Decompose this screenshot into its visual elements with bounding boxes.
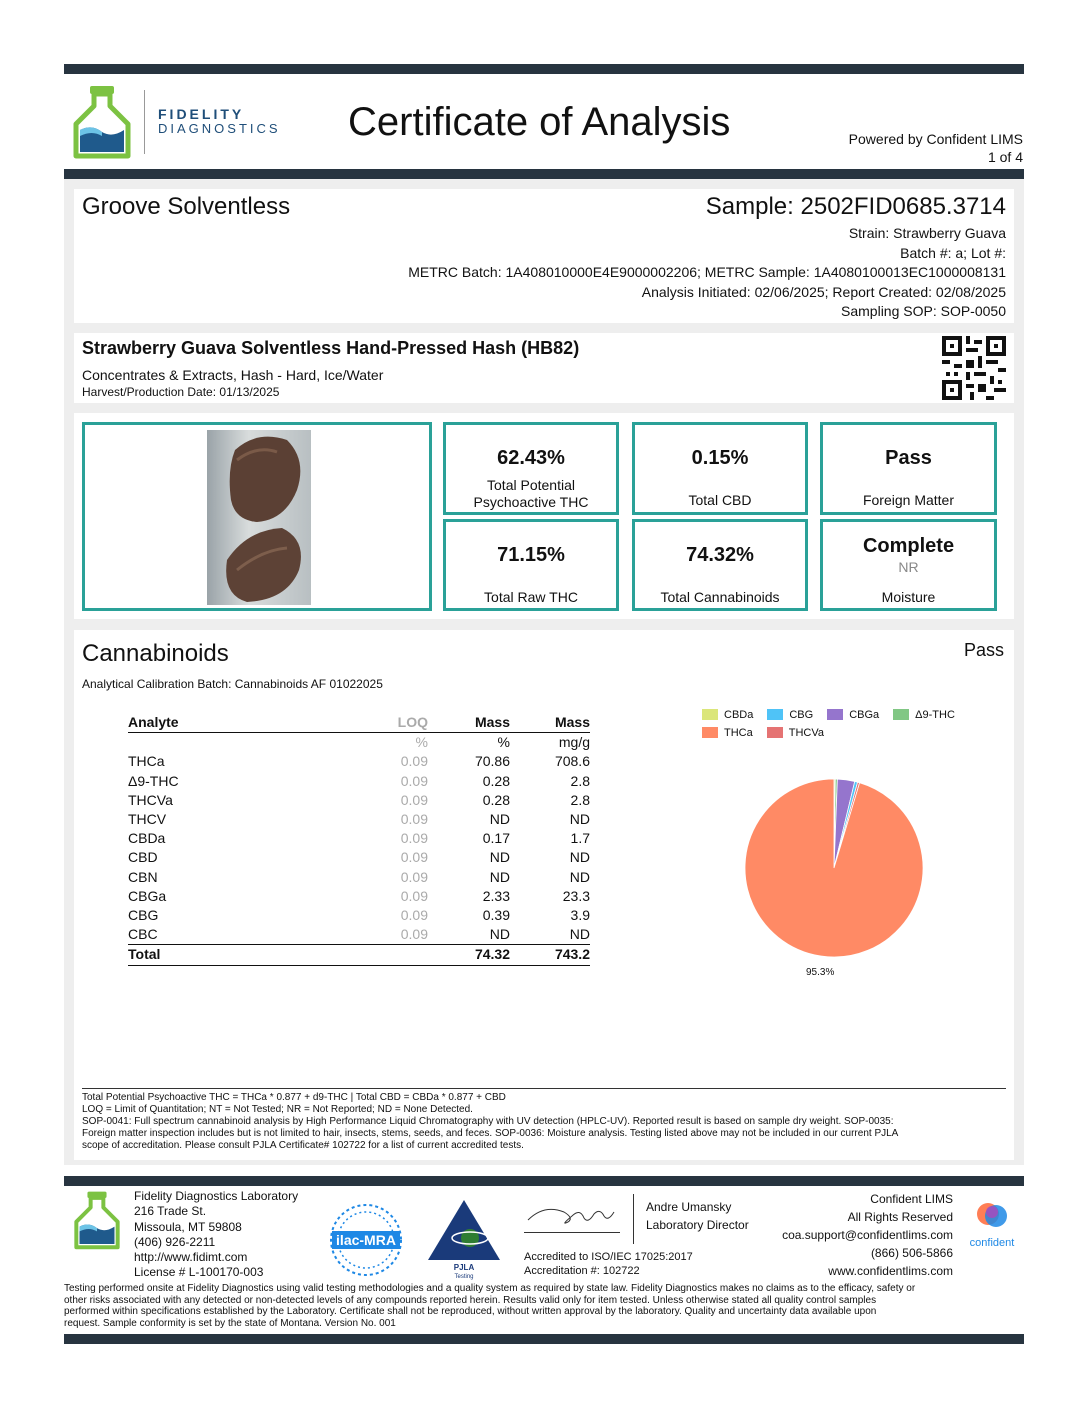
confident-contact-line[interactable]: coa.support@confidentlims.com (782, 1228, 953, 1242)
table-row (128, 906, 590, 925)
legend-swatch (702, 709, 718, 720)
confident-logo-text: confident (969, 1237, 1015, 1249)
moisture-nr: NR (898, 559, 919, 575)
accreditation-number: Accreditation #: 102722 (524, 1265, 640, 1277)
summary-tile-moisture (820, 519, 997, 611)
product-card (74, 333, 1014, 403)
summary-tile-thc (443, 422, 619, 515)
total-cannabinoids-value: 74.32% (686, 544, 754, 566)
legend-item[interactable] (767, 727, 824, 739)
cannabinoids-card (74, 630, 1014, 1160)
table-row (128, 791, 590, 810)
total-mass-mg: 743.2 (510, 945, 590, 965)
analyte-mass-pct: 0.39 (482, 907, 510, 924)
analyte-loq: 0.09 (400, 772, 428, 789)
header-divider-bar (64, 169, 1024, 179)
analyte-mass-mg: 2.8 (570, 772, 590, 789)
legend-label: THCa (724, 726, 753, 739)
sample-id: Sample: 2502FID0685.3714 (705, 193, 1006, 220)
units-row (128, 733, 590, 753)
analyte-loq: 0.09 (400, 753, 428, 770)
confident-contact-line: All Rights Reserved (847, 1210, 953, 1224)
confident-logo (964, 1200, 1020, 1250)
lab-website-link[interactable]: http://www.fidimt.com (134, 1250, 248, 1265)
lab-address-line: Missoula, MT 59808 (134, 1219, 242, 1234)
strain: Strain: Strawberry Guava (848, 225, 1006, 241)
cannabinoids-title: Cannabinoids (82, 640, 229, 667)
header-mass-pct: Mass (428, 713, 510, 733)
analyte-mass-pct: 2.33 (482, 887, 510, 904)
analyte-name: CBN (128, 868, 158, 885)
bottom-bar (64, 1334, 1024, 1344)
total-row (128, 945, 590, 965)
analyte-mass-pct: 0.28 (482, 791, 510, 808)
moisture-value: Complete (862, 535, 955, 557)
raw-thc-value: 71.15% (497, 544, 565, 566)
brand-name: FIDELITY (158, 106, 245, 122)
disclaimer (64, 1283, 1024, 1329)
table-row (128, 848, 590, 867)
moisture-label: Moisture (881, 589, 936, 605)
flask-logo-icon (70, 84, 134, 162)
foreign-matter-value: Pass (885, 447, 932, 469)
lab-address-line: (406) 926-2211 (134, 1234, 216, 1249)
lab-address-line: 216 Trade St. (134, 1204, 207, 1219)
table-row (128, 887, 590, 906)
signature-line (524, 1232, 620, 1233)
total-mass-pct: 74.32 (428, 945, 510, 965)
signature-divider (633, 1194, 634, 1244)
analyte-loq: 0.09 (400, 830, 428, 847)
legend-swatch (767, 727, 783, 738)
logo-divider (144, 90, 145, 154)
note-line: scope of accreditation. Please consult PJLA Certificate# 102722 for a list of current accredited tests. (82, 1140, 524, 1151)
chart-legend (702, 707, 982, 743)
client-card (74, 189, 1014, 323)
header-analyte: Analyte (128, 713, 318, 733)
analyte-name: CBD (128, 849, 158, 866)
summary-tile-cbd (632, 422, 808, 515)
pjla-text: PJLA (453, 1263, 475, 1272)
analyte-name: CBGa (128, 887, 167, 904)
client-name: Groove Solventless (82, 193, 291, 220)
total-thc-label-1: Total Potential (487, 477, 575, 493)
ilac-mra-logo (328, 1202, 404, 1278)
unit-mass-mg: mg/g (558, 734, 590, 751)
signer-title: Laboratory Director (646, 1218, 749, 1232)
confident-contact-line: Confident LIMS (870, 1192, 953, 1206)
legend-swatch (893, 709, 909, 720)
table-row (128, 772, 590, 791)
raw-thc-label: Total Raw THC (484, 589, 578, 605)
analyte-loq: 0.09 (400, 907, 428, 924)
pie-data-label: 95.3% (806, 967, 835, 978)
analyte-mass-pct: ND (489, 868, 510, 885)
header-mass-mg: Mass (510, 713, 590, 733)
analyte-mass-mg: 708.6 (554, 753, 590, 770)
page-number: 1 of 4 (987, 149, 1023, 165)
analyte-name: THCa (128, 753, 165, 770)
legend-label: Δ9-THC (915, 708, 955, 721)
unit-mass-pct: % (497, 734, 510, 751)
total-thc-value: 62.43% (497, 447, 565, 469)
legend-label: CBDa (724, 708, 754, 721)
legend-swatch (702, 727, 718, 738)
analyte-mass-pct: ND (489, 849, 510, 866)
legend-swatch (767, 709, 783, 720)
sampling-sop: Sampling SOP: SOP-0050 (841, 303, 1006, 319)
signature-image (524, 1200, 620, 1230)
lab-address-line: License # L-100170-003 (134, 1265, 264, 1280)
sample-details (408, 224, 1006, 322)
disclaimer-line: other risks associated with any detected or non-detected levels of any compounds reported herein. Results valid only for item tested. Unless otherwise stated all quality control samples (64, 1294, 877, 1306)
header-loq: LOQ (318, 713, 428, 733)
analyte-mass-mg: 1.7 (570, 830, 590, 847)
analyte-mass-mg: ND (569, 926, 590, 943)
cannabinoid-table (128, 713, 590, 966)
note-line: SOP-0041: Full spectrum cannabinoid analysis by High Performance Liquid Chromatography with UV detection (HPLC-UV). Reported result is based on sample dry weight. SOP-0035: (82, 1116, 894, 1127)
analyte-loq: 0.09 (400, 887, 428, 904)
disclaimer-line: performed within specifications established by the Laboratory. Certificate shall not be reproduced, without written approval by the laboratory. Quality and uncertainty data available upon (64, 1306, 877, 1317)
unit-analyte (128, 733, 318, 753)
analyte-name: Δ9-THC (128, 772, 179, 789)
analyte-loq: 0.09 (400, 791, 428, 808)
analyte-name: CBC (128, 926, 158, 943)
summary-tile-foreign-matter (820, 422, 997, 515)
total-label: Total (128, 945, 318, 965)
analyte-loq: 0.09 (400, 849, 428, 866)
unit-loq: % (415, 734, 428, 751)
pjla-logo (426, 1198, 502, 1280)
footer-top-bar (64, 1176, 1024, 1186)
total-loq (318, 945, 428, 965)
qr-code-icon[interactable] (942, 336, 1006, 400)
analyte-name: THCV (128, 811, 167, 828)
metrc-ids: METRC Batch: 1A408010000E4E9000002206; METRC Sample: 1A4080100013EC1000008131 (408, 264, 1006, 280)
total-cbd-value: 0.15% (691, 447, 749, 469)
table-row (128, 925, 590, 945)
analyte-loq: 0.09 (400, 926, 428, 943)
legend-item[interactable] (767, 709, 813, 721)
summary-tile-raw-thc (443, 519, 619, 611)
note-line: Foreign matter inspection includes but is not limited to hair, insects, stems, seeds, and feces. SOP-0036: Moisture analysis. Testing listed above may not be included in our current PJLA (82, 1128, 899, 1139)
legend-item[interactable] (893, 709, 955, 721)
notes-divider (82, 1088, 1006, 1089)
table-row (128, 868, 590, 887)
harvest-date: Harvest/Production Date: 01/13/2025 (82, 385, 280, 399)
foreign-matter-label: Foreign Matter (862, 492, 955, 508)
summary-tile-total-cannabinoids (632, 519, 808, 611)
total-thc-label-2: Psychoactive THC (473, 494, 589, 510)
analyte-mass-pct: 0.28 (482, 772, 510, 789)
pie-slice-thca[interactable] (745, 779, 923, 957)
note-line: Total Potential Psychoactive THC = THCa * 0.877 + d9-THC | Total CBD = CBDa * 0.877 + CBD (82, 1092, 506, 1103)
disclaimer-line: request. Sample conformity is set by the state of Montana. Version No. 001 (64, 1317, 396, 1329)
total-cbd-label: Total CBD (688, 492, 752, 508)
cannabinoids-status: Pass (963, 640, 1004, 660)
analyte-mass-mg: ND (569, 868, 590, 885)
legend-swatch (827, 709, 843, 720)
note-line: LOQ = Limit of Quantitation; NT = Not Tested; NR = Not Reported; ND = None Detected. (82, 1104, 473, 1115)
total-cannabinoids-label: Total Cannabinoids (660, 589, 780, 605)
analyte-mass-pct: ND (489, 811, 510, 828)
calibration-batch: Analytical Calibration Batch: Cannabinoids AF 01022025 (82, 677, 383, 691)
legend-item[interactable] (702, 727, 753, 739)
analyte-name: CBDa (128, 830, 166, 847)
analyte-name: CBG (128, 907, 159, 924)
top-bar (64, 64, 1024, 74)
method-notes (82, 1092, 1006, 1152)
sample-photo (207, 430, 311, 605)
analyte-mass-mg: ND (569, 849, 590, 866)
footer-flask-logo-icon (70, 1190, 124, 1252)
analyte-mass-pct: 70.86 (474, 753, 510, 770)
batch-lot: Batch #: a; Lot #: (900, 244, 1006, 261)
legend-label: CBGa (849, 708, 880, 721)
table-row (128, 829, 590, 848)
accreditation-standard: Accredited to ISO/IEC 17025:2017 (524, 1251, 693, 1263)
lab-address (134, 1189, 298, 1281)
table-row (128, 752, 590, 771)
confident-contact (782, 1190, 953, 1280)
analyte-mass-pct: ND (489, 926, 510, 943)
table-row (128, 810, 590, 829)
pjla-subtext: Testing (454, 1274, 474, 1280)
analyte-mass-mg: ND (569, 811, 590, 828)
analyte-name: THCVa (128, 791, 173, 808)
lab-address-line: Fidelity Diagnostics Laboratory (134, 1189, 299, 1203)
table-header-row (128, 713, 590, 733)
confident-contact-line: (866) 506-5866 (870, 1246, 953, 1260)
legend-item[interactable] (827, 709, 879, 721)
analyte-mass-pct: 0.17 (482, 830, 510, 847)
sample-photo-frame (82, 422, 432, 611)
ilac-text: ilac-MRA (336, 1232, 396, 1248)
product-category: Concentrates & Extracts, Hash - Hard, Ice/Water (82, 367, 384, 383)
legend-label: CBG (789, 708, 814, 721)
confident-contact-line[interactable]: www.confidentlims.com (828, 1264, 953, 1278)
analyte-mass-mg: 23.3 (562, 887, 590, 904)
powered-by: Powered by Confident LIMS (848, 131, 1023, 147)
signer-name: Andre Umansky (646, 1200, 732, 1214)
analysis-dates: Analysis Initiated: 02/06/2025; Report Created: 02/08/2025 (641, 283, 1006, 300)
confident-logo-icon (974, 1200, 1010, 1232)
product-name: Strawberry Guava Solventless Hand-Pressed Hash (HB82) (82, 338, 580, 358)
legend-label: THCVa (788, 726, 824, 739)
page-title: Certificate of Analysis (348, 100, 731, 144)
analyte-mass-mg: 3.9 (570, 907, 590, 924)
legend-item[interactable] (702, 709, 753, 721)
analyte-loq: 0.09 (400, 868, 428, 885)
cannabinoid-pie-chart (734, 768, 934, 968)
brand-subname: DIAGNOSTICS (158, 121, 281, 136)
disclaimer-line: Testing performed onsite at Fidelity Diagnostics using valid testing methodologies and a quality system as required by state law. Fidelity Diagnostics makes no claims as to the efficacy, safety or (64, 1283, 916, 1294)
analyte-loq: 0.09 (400, 811, 428, 828)
analyte-mass-mg: 2.8 (570, 791, 590, 808)
